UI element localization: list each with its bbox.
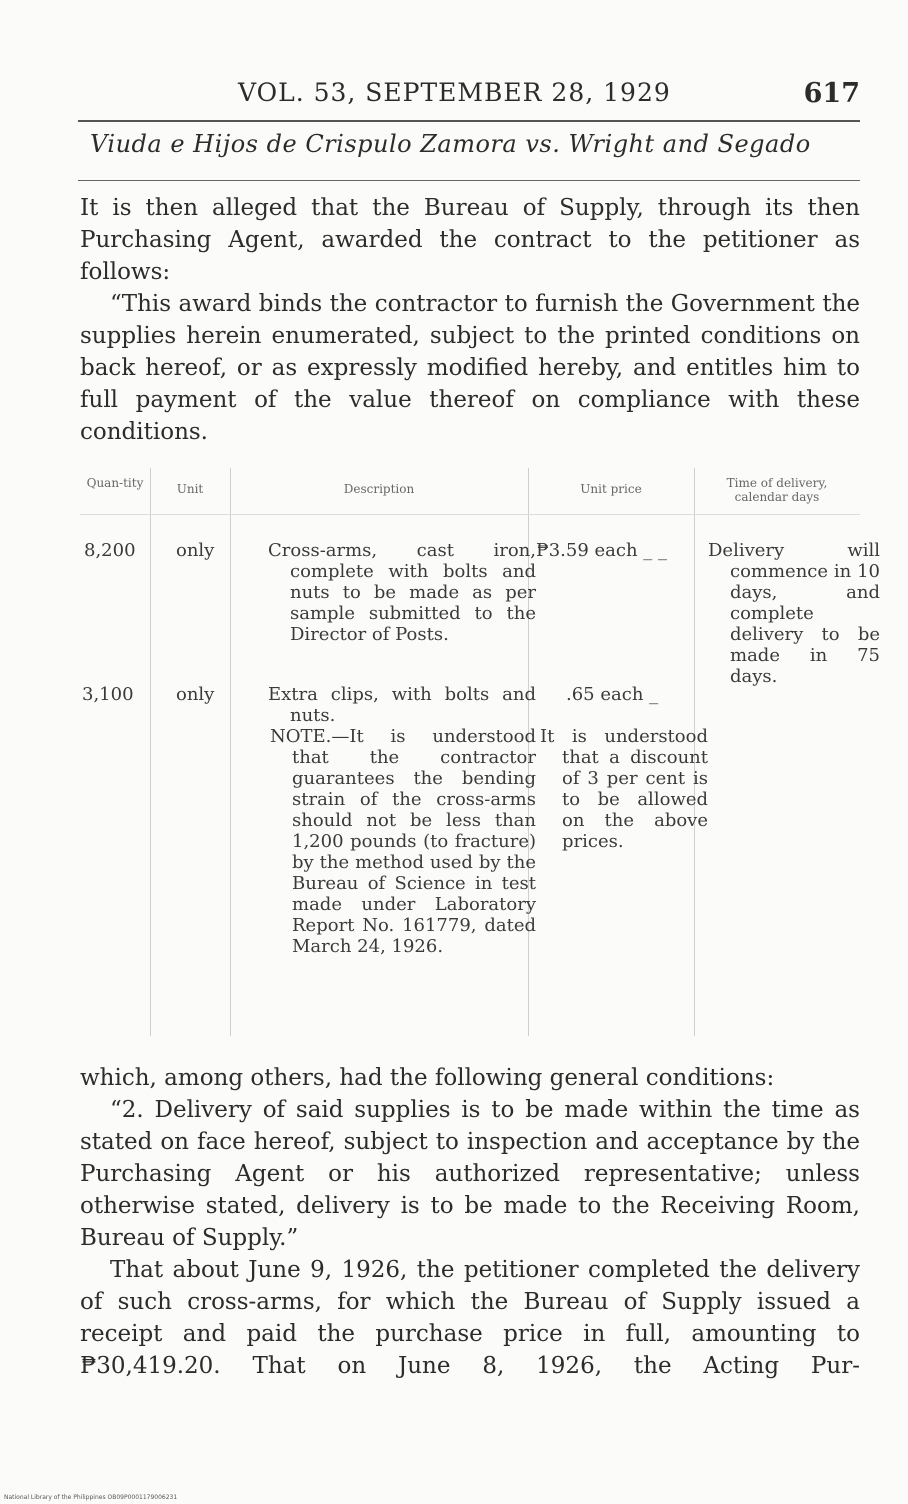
scan-source-footer: National Library of the Philippines OB09P0001179006231 — [4, 1494, 178, 1501]
row2-quantity: 3,100 — [82, 684, 134, 705]
row1-quantity: 8,200 — [84, 540, 136, 561]
row1-delivery: Delivery will commence in 10 days, and complete delivery to be made in 75 days. — [708, 540, 880, 687]
header-quantity: Quan-tity — [86, 476, 144, 490]
table-header-rule — [80, 514, 860, 515]
paragraph-award-quote: “This award binds the contractor to furnish the Government the supplies herein enumerated, subject to the printed conditions on back hereof, or as expressly modified hereby, and entitles him to full payment of the value thereof on compliance with these conditions. — [80, 291, 860, 445]
row2-note: NOTE.—It is understood that the contractor guarantees the bending strain of the cross-arms should not be less than 1,200 pounds (to fracture) by the method used by the Bureau of Science in test made under Laboratory Report No. 161779, dated March 24, 1926. — [270, 726, 536, 957]
award-table — [80, 468, 880, 1036]
header-description: Description — [343, 482, 415, 496]
paragraph-condition-2: “2. Delivery of said supplies is to be made within the time as stated on face hereof, subject to inspection and acceptance by the Purchasing Agent or his authorized representative; unless otherwise stated, delivery is to be made to the Receiving Room, Bureau of Supply.” — [80, 1097, 860, 1251]
case-title: Viuda e Hijos de Crispulo Zamora vs. Wright and Segado — [90, 130, 811, 158]
running-header — [78, 76, 860, 122]
page-number: 617 — [803, 78, 860, 109]
header-divider — [78, 180, 860, 181]
row2-unit: only — [176, 684, 215, 705]
row2-description: Extra clips, with bolts and nuts. — [268, 684, 536, 726]
paragraph-allegation: It is then alleged that the Bureau of Supply, through its then Purchasing Agent, awarded the contract to the petitioner as follows: — [80, 195, 860, 285]
header-delivery: Time of delivery, calendar days — [726, 476, 828, 504]
row1-unit: only — [176, 540, 215, 561]
row2-price-note: It is understood that a discount of 3 per cent is to be allowed on the above prices. — [540, 726, 708, 852]
volume-date-line: VOL. 53, SEPTEMBER 28, 1929 — [238, 78, 671, 107]
header-unit-price: Unit price — [580, 482, 642, 496]
header-unit: Unit — [176, 482, 204, 496]
row1-description: Cross-arms, cast iron, complete with bolts and nuts to be made as per sample submitted to the Director of Posts. — [268, 540, 536, 645]
row1-price: ₱3.59 each _ _ — [536, 540, 668, 561]
paragraph-general-conditions: which, among others, had the following general conditions: — [80, 1065, 775, 1091]
row2-price: .65 each _ — [566, 684, 659, 705]
paragraph-delivery-completed: That about June 9, 1926, the petitioner completed the delivery of such cross-arms, for which the Bureau of Supply issued a receipt and paid the purchase price in full, amounting to ₱30,419.20. That on June 8, 1926, the Acting Pur- — [80, 1257, 860, 1379]
